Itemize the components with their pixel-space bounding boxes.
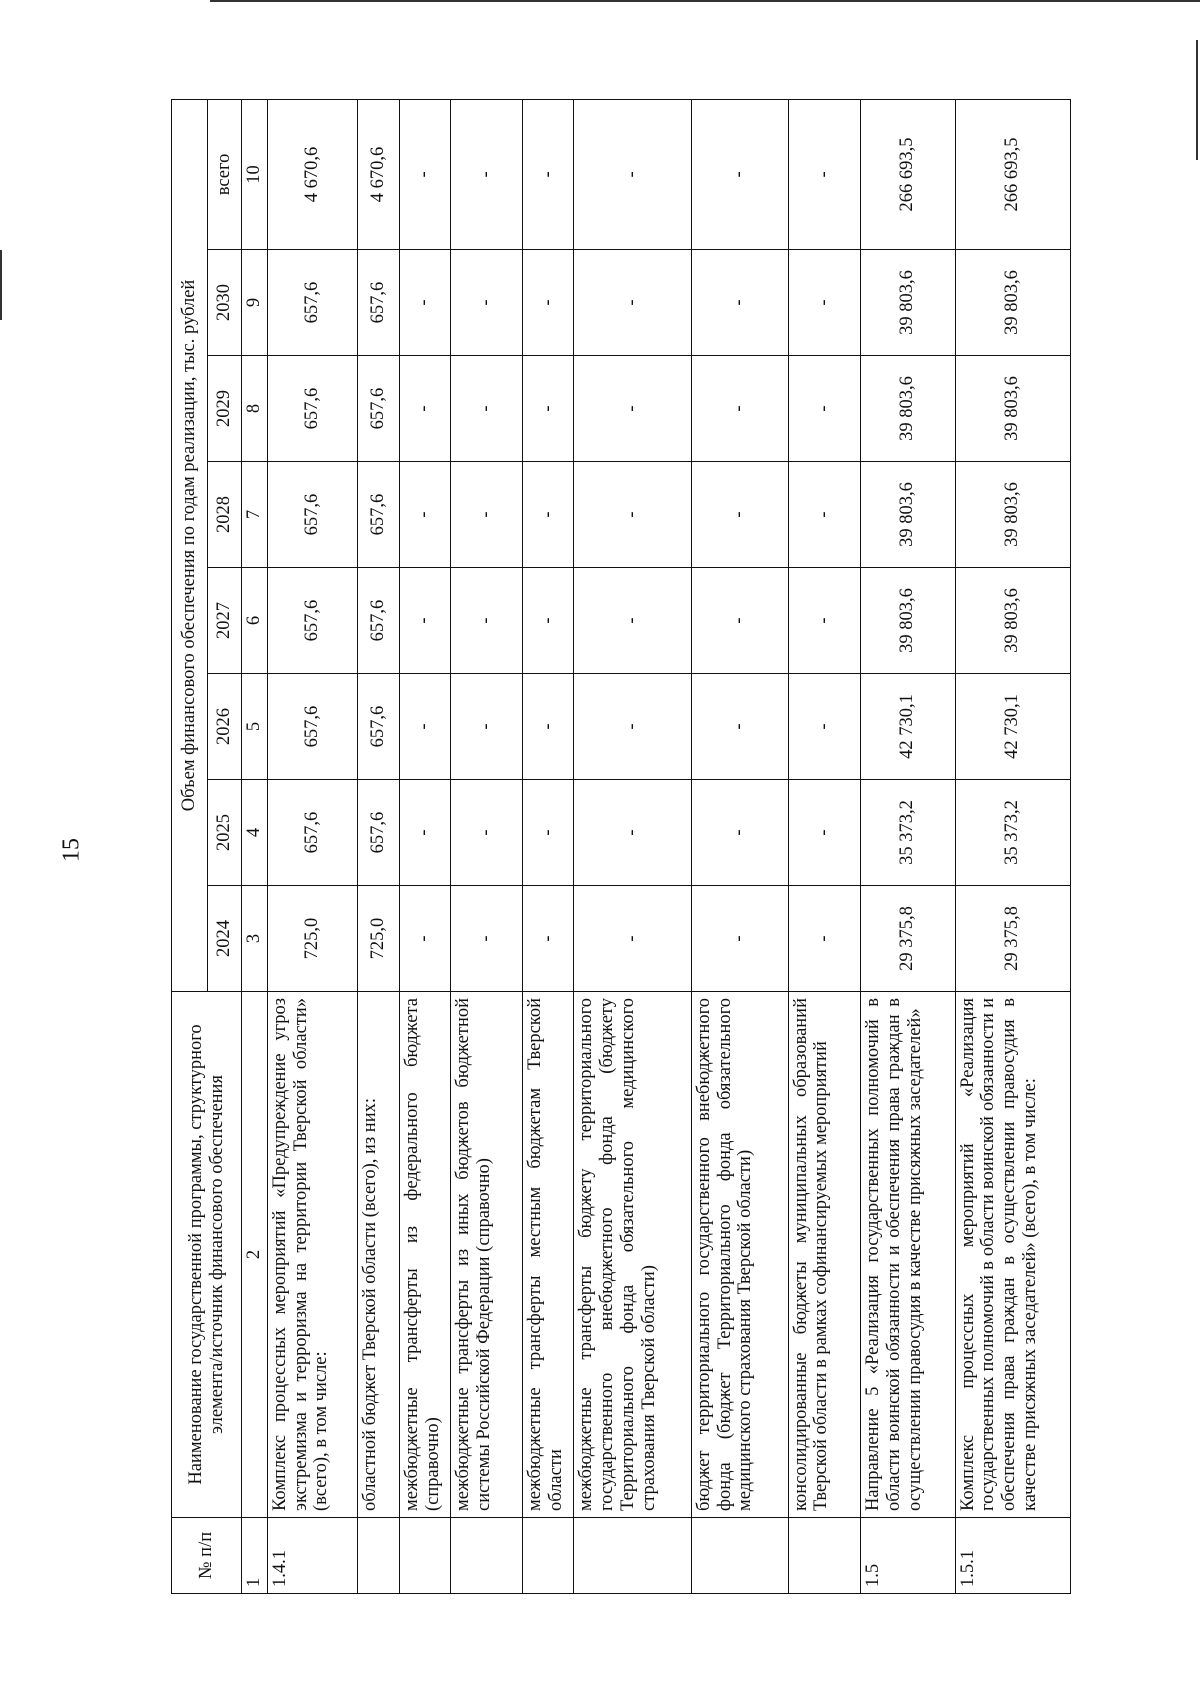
row-year-value: 657,6 bbox=[358, 356, 400, 462]
table-row bbox=[450, 99, 523, 1593]
row-year-value: 39 803,6 bbox=[861, 356, 955, 462]
row-year-value: - bbox=[399, 886, 450, 992]
row-year-value: - bbox=[691, 568, 788, 674]
row-year-value: - bbox=[788, 568, 861, 674]
row-total-value: - bbox=[523, 99, 574, 249]
rotated-table-container bbox=[171, 100, 1071, 1594]
row-year-value: - bbox=[691, 886, 788, 992]
header-index: 7 bbox=[242, 462, 268, 568]
row-year-value: - bbox=[691, 674, 788, 780]
row-name: Комплекс процессных мероприятий «Предупреждение угроз экстремизма и терроризма на территории Тверской области» (всего), в том числе: bbox=[268, 992, 358, 1518]
row-year-value: - bbox=[399, 356, 450, 462]
header-index: 9 bbox=[242, 250, 268, 356]
row-year-value: 29 375,8 bbox=[861, 886, 955, 992]
row-year-value: - bbox=[788, 780, 861, 886]
table-row bbox=[955, 99, 1070, 1593]
row-year-value: 39 803,6 bbox=[955, 462, 1070, 568]
row-total-value: - bbox=[574, 99, 692, 249]
row-total-value: - bbox=[450, 99, 523, 249]
row-year-value: - bbox=[574, 356, 692, 462]
header-year: 2025 bbox=[208, 780, 242, 886]
row-year-value: 39 803,6 bbox=[861, 250, 955, 356]
row-name: консолидированные бюджеты муниципальных образований Тверской области в рамках софинансируемых мероприятий bbox=[788, 992, 861, 1518]
row-year-value: - bbox=[574, 568, 692, 674]
row-year-value: - bbox=[523, 568, 574, 674]
row-year-value: - bbox=[450, 886, 523, 992]
row-name: межбюджетные трансферты бюджету территориального государственного внебюджетного фонда (бюджету Территориального фонда обязательного медицинского страхования Тверской области) bbox=[574, 992, 692, 1518]
row-name: бюджет территориального государственного внебюджетного фонда (бюджет Территориального фонда обязательного медицинского страхования Тверской области) bbox=[691, 992, 788, 1518]
row-year-value: - bbox=[450, 780, 523, 886]
row-year-value: - bbox=[523, 780, 574, 886]
scan-mark-right bbox=[1196, 40, 1198, 160]
row-year-value: - bbox=[399, 568, 450, 674]
table-row bbox=[268, 99, 358, 1593]
row-year-value: 657,6 bbox=[268, 250, 358, 356]
row-year-value: - bbox=[691, 780, 788, 886]
row-total-value: - bbox=[788, 99, 861, 249]
header-name: Наименование государственной программы, структурного элемента/источник финансового обеспечения bbox=[172, 992, 242, 1518]
table-row bbox=[358, 99, 400, 1593]
row-year-value: - bbox=[691, 462, 788, 568]
row-number: 1.4.1 bbox=[268, 1518, 358, 1594]
row-total-value: 4 670,6 bbox=[358, 99, 400, 249]
row-number bbox=[788, 1518, 861, 1594]
table-row bbox=[861, 99, 955, 1593]
header-year: 2024 bbox=[208, 886, 242, 992]
row-number bbox=[450, 1518, 523, 1594]
row-year-value: - bbox=[523, 250, 574, 356]
header-group-title: Объем финансового обеспечения по годам реализации, тыс. рублей bbox=[172, 99, 208, 991]
header-index: 8 bbox=[242, 356, 268, 462]
row-year-value: 42 730,1 bbox=[861, 674, 955, 780]
row-year-value: - bbox=[691, 250, 788, 356]
row-year-value: 725,0 bbox=[268, 886, 358, 992]
row-year-value: - bbox=[450, 568, 523, 674]
row-year-value: 39 803,6 bbox=[861, 568, 955, 674]
row-year-value: 39 803,6 bbox=[861, 462, 955, 568]
row-year-value: 39 803,6 bbox=[955, 568, 1070, 674]
row-year-value: - bbox=[450, 250, 523, 356]
row-year-value: - bbox=[788, 462, 861, 568]
row-total-value: - bbox=[691, 99, 788, 249]
row-year-value: 657,6 bbox=[358, 780, 400, 886]
row-number bbox=[523, 1518, 574, 1594]
row-number: 1.5.1 bbox=[955, 1518, 1070, 1594]
header-index: 6 bbox=[242, 568, 268, 674]
scan-mark-left bbox=[0, 250, 2, 320]
row-year-value: - bbox=[574, 780, 692, 886]
row-name: областной бюджет Тверской области (всего), из них: bbox=[358, 992, 400, 1518]
table-row bbox=[523, 99, 574, 1593]
row-year-value: 35 373,2 bbox=[955, 780, 1070, 886]
row-year-value: 39 803,6 bbox=[955, 356, 1070, 462]
row-year-value: 657,6 bbox=[268, 356, 358, 462]
row-year-value: - bbox=[450, 462, 523, 568]
page-number: 15 bbox=[58, 838, 85, 862]
row-year-value: - bbox=[574, 674, 692, 780]
row-number: 1.5 bbox=[861, 1518, 955, 1594]
header-year: 2027 bbox=[208, 568, 242, 674]
header-num: № п/п bbox=[172, 1518, 242, 1594]
table-row bbox=[574, 99, 692, 1593]
header-total: всего bbox=[208, 99, 242, 249]
table-row bbox=[691, 99, 788, 1593]
row-name: межбюджетные трансферты из федерального бюджета (справочно) bbox=[399, 992, 450, 1518]
row-year-value: 657,6 bbox=[358, 568, 400, 674]
row-year-value: 35 373,2 bbox=[861, 780, 955, 886]
header-index: 1 bbox=[242, 1518, 268, 1594]
header-index: 4 bbox=[242, 780, 268, 886]
row-year-value: 29 375,8 bbox=[955, 886, 1070, 992]
header-year: 2026 bbox=[208, 674, 242, 780]
financing-table bbox=[171, 99, 1071, 1594]
row-number bbox=[574, 1518, 692, 1594]
row-year-value: - bbox=[523, 356, 574, 462]
row-year-value: - bbox=[574, 250, 692, 356]
row-year-value: 657,6 bbox=[358, 250, 400, 356]
row-year-value: - bbox=[523, 674, 574, 780]
row-year-value: - bbox=[691, 356, 788, 462]
row-year-value: - bbox=[399, 462, 450, 568]
header-index: 3 bbox=[242, 886, 268, 992]
row-name: Комплекс процессных мероприятий «Реализация государственных полномочий в области воинской обязанности и обеспечения права граждан в осуществлении правосудия в качестве присяжных заседателей» (всего), в том числе: bbox=[955, 992, 1070, 1518]
row-year-value: - bbox=[450, 356, 523, 462]
header-index: 5 bbox=[242, 674, 268, 780]
row-year-value: - bbox=[788, 356, 861, 462]
header-index: 10 bbox=[242, 99, 268, 249]
row-number bbox=[358, 1518, 400, 1594]
row-year-value: 657,6 bbox=[268, 462, 358, 568]
header-year: 2029 bbox=[208, 356, 242, 462]
row-year-value: - bbox=[523, 462, 574, 568]
row-year-value: 657,6 bbox=[268, 780, 358, 886]
row-year-value: 657,6 bbox=[268, 568, 358, 674]
row-year-value: 657,6 bbox=[358, 674, 400, 780]
row-year-value: - bbox=[788, 250, 861, 356]
header-year: 2028 bbox=[208, 462, 242, 568]
row-name: межбюджетные трансферты из иных бюджетов бюджетной системы Российской Федерации (справочно) bbox=[450, 992, 523, 1518]
table-row bbox=[788, 99, 861, 1593]
row-year-value: - bbox=[788, 886, 861, 992]
row-total-value: 266 693,5 bbox=[955, 99, 1070, 249]
row-year-value: 42 730,1 bbox=[955, 674, 1070, 780]
row-total-value: 4 670,6 bbox=[268, 99, 358, 249]
row-year-value: 39 803,6 bbox=[955, 250, 1070, 356]
row-year-value: - bbox=[399, 780, 450, 886]
row-year-value: - bbox=[399, 250, 450, 356]
row-number bbox=[691, 1518, 788, 1594]
table-row bbox=[399, 99, 450, 1593]
row-year-value: 657,6 bbox=[358, 462, 400, 568]
row-year-value: - bbox=[523, 886, 574, 992]
row-year-value: 725,0 bbox=[358, 886, 400, 992]
row-year-value: 657,6 bbox=[268, 674, 358, 780]
row-number bbox=[399, 1518, 450, 1594]
row-year-value: - bbox=[399, 674, 450, 780]
header-index: 2 bbox=[242, 992, 268, 1518]
row-year-value: - bbox=[574, 462, 692, 568]
row-year-value: - bbox=[788, 674, 861, 780]
row-total-value: - bbox=[399, 99, 450, 249]
row-year-value: - bbox=[574, 886, 692, 992]
scan-mark-top bbox=[210, 0, 1200, 2]
header-year: 2030 bbox=[208, 250, 242, 356]
row-year-value: - bbox=[450, 674, 523, 780]
row-name: межбюджетные трансферты местным бюджетам Тверской области bbox=[523, 992, 574, 1518]
row-total-value: 266 693,5 bbox=[861, 99, 955, 249]
row-name: Направление 5 «Реализация государственных полномочий в области воинской обязанности и обеспечения права граждан в осуществлении правосудия в качестве присяжных заседателей» bbox=[861, 992, 955, 1518]
